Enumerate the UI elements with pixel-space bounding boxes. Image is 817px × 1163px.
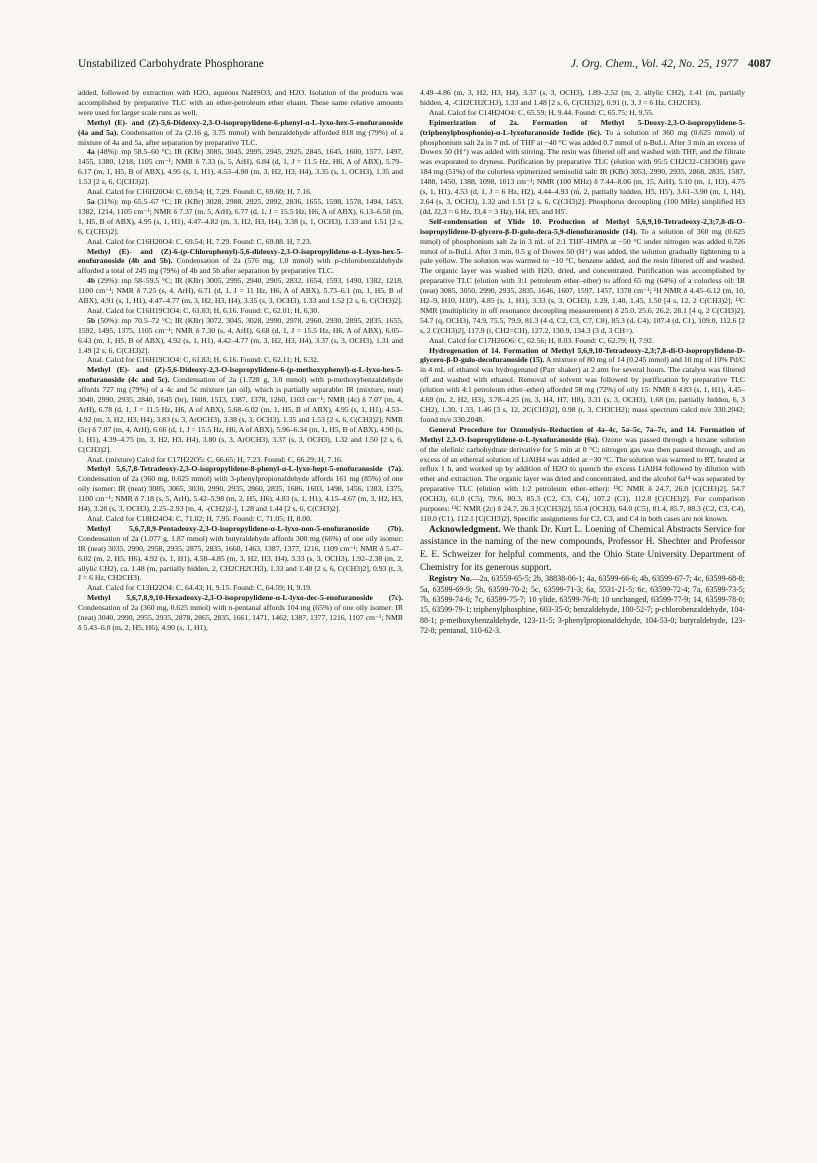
left-column-paragraph	[78, 583, 403, 593]
right-column-paragraph	[420, 88, 745, 108]
left-column-paragraph-text: Anal. Calcd for C18H24O4: C, 71.02; H, 7.95. Found: C, 71.05; H, 8.00.	[87, 513, 312, 523]
left-column-paragraph	[78, 276, 403, 306]
left-column-paragraph	[78, 187, 403, 197]
left-column-paragraph-heading: Methyl (E)- and (Z)-5,6-Dideoxy-2,3-O-isopropylidene-6-(p-methoxyphenyl)-α-L-lyxo-hex-5-enofuranoside (4c and 5c).	[78, 365, 403, 385]
left-column	[78, 88, 403, 633]
left-column-paragraph	[78, 197, 403, 237]
right-column-paragraph	[420, 217, 745, 336]
right-column-paragraph-heading: Hydrogenation of 14. Formation of Methyl 5,6,9,10-Tetradeoxy-2,3;7,8-di-O-isopropylidene-D-glycero-β-D-gulo-decofuranoside (15).	[420, 345, 745, 365]
right-column-paragraph-text: Anal. Calcd for C17H26O6: C, 62.56; H, 8.03. Found: C, 62.79; H, 7.92.	[429, 335, 654, 345]
left-column-paragraph-text: (31%): mp 65.5–67 °C; IR (KBr) 3028, 2988, 2925, 2892, 2836, 1655, 1598, 1578, 1494, 1453, 1382, 1214, 1105 cm⁻¹; NMR δ 7.37 (m, 5, ArH), 6.77 (d, 1, J = 15.5 Hz, H6, A of ABX), 6.13–6.50 (m, 1, H5, B of ABX), 4.95 (s, 1, H1), 4.47–4.82 (m, 3, H2, H3, H4), 3.38 (s, 1, OCH3), 1.33 and 1.51 [2 s, 6, C(CH3)2].	[78, 196, 403, 236]
acknowledgment-paragraph	[420, 524, 745, 574]
registry-heading: Registry No.	[429, 574, 472, 584]
left-column-paragraph-heading: 5a	[87, 196, 95, 206]
left-column-paragraph	[78, 514, 403, 524]
left-column-paragraph-text: Condensation of 2a (360 mg, 0.625 mmol) with 3-phenylpropionaldehyde affords 161 mg (85%) of one oily isomer: IR (neat) 3085, 3065, 3030, 2990, 2935, 2860, 2835, 1686, 1603, 1498, 1456, 1383, 1375, 1100 cm⁻¹; NMR δ 7.18 (s, 5, ArH), 5.42–5.98 (m, 2, H5, H6), 4.83 (s, 1, H1), 4.15–4.67 (m, 3, H2, H3, H4), 3.28 (s, 3, OCH3), 2.25–2.93 [m, 4, -(CH2)2-], 1.28 and 1.44 [2 s, 6, C(CH3)2].	[78, 474, 403, 514]
left-column-paragraph-text: Anal. Calcd for C16H19ClO4: C, 61.83; H, 6.16. Found: C, 62.11; H, 6.32.	[87, 355, 319, 365]
right-column-paragraph-heading: Epimerization of 2a. Formation of Methyl 5-Deoxy-2,3-O-isopropylidene-5-(triphenylphosphonio)-α-L-lyxofuranoside Iodide (6c).	[420, 117, 745, 137]
left-column-paragraph	[78, 118, 403, 148]
left-column-paragraph-heading: Methyl 5,6,7,8,9,10-Hexadeoxy-2,3-O-isopropylidene-α-L-lyxo-dec-5-enofuranoside (7c).	[87, 593, 403, 603]
left-column-paragraph-text: (50%): mp 70.5–72 °C; IR (KBr) 3072, 3045, 3028, 2990, 2978, 2960, 2930, 2895, 2835, 1655, 1592, 1495, 1375, 1105 cm⁻¹; NMR δ 7.30 (s, 4, ArH), 6.68 (d, 1, J = 15.5 Hz, H6, A of ABX), 6.05–6.43 (m, 1, H5, B of ABX), 4.92 (s, 1, H1), 4.42–4.77 (m, 3, H2, H3, H4), 3.37 (s, 3, OCH3), 1.31 and 1.49 [2 s, 6, C(CH3)2].	[78, 315, 403, 355]
left-column-paragraph	[78, 365, 403, 454]
registry-text: —2a, 63559-65-5; 2b, 38838-06-1; 4a, 63599-66-6; 4b, 63599-67-7; 4c, 63599-68-8; 5a, 63599-69-9; 5b, 63599-70-2; 5c, 63599-71-3; 6a, 5531-21-5; 6c, 63599-72-4; 7a, 63599-73-5; 7b, 63599-74-6; 7c, 63599-75-7; 10 ylide, 63599-76-8; 10 unchanged, 63599-77-9; 14, 63599-78-0; 15, 63599-79-1; triphenylphosphine, 603-35-0; benzaldehyde, 100-52-7; p-chlorobenzaldehyde, 104-88-1; p-methoxybenzaldehyde, 123-11-5; 3-phenylpropionaldehyde, 104-53-0; butyraldehyde, 123-72-8; pentanal, 110-62-3.	[420, 574, 745, 636]
left-column-paragraph	[78, 593, 403, 633]
right-column-paragraph-text: To a solution of 360 mg (0.625 mmol) of phosphonium salt 2a in 7 mL of THF at −40 °C was added 0.7 mmol of n-BuLi. After 3 min an excess of Dowex 50 (H⁺) was added with stirring. The resin was filtered off and washed with THF, and the filtrate was evaporated to dryness. Purification by preparative TLC (elution with 95:5 CH2Cl2–CH3OH) gave 184 mg (51%) of the colorless epimerized semisolid salt: IR (KBr) 3053, 2990, 2935, 2868, 2835, 1587, 1488, 1450, 1388, 1098, 1013 cm⁻¹; NMR (100 MHz) δ 7.44–8.06 (m, 15, ArH), 5.10 (m, 1, H3), 4.75 (s, 1, H1), 4.53 (d, 1, J = 6 Hz, H2), 4.44–4.93 (m, 2, partially hidden, H5, H5'), 3.61–3.90 (m, 1, H4), 2.64 (s, 3, OCH3), 1.32 and 1.51 [2 s, 6, C(CH3)2]. Phosphorus decoupling (100 MHz) simplified H3 (dd, J2,3 = 6 Hz, J3,4 = 3 Hz), H4, H5, and H5'.	[420, 127, 745, 216]
left-column-paragraph	[78, 237, 403, 247]
left-column-paragraph-text: Anal. Calcd for C16H19ClO4: C, 61.83; H, 6.16. Found: C, 62.01; H, 6.30.	[87, 305, 320, 315]
right-column-paragraph-text: Anal. Calcd for C14H24O4: C, 65.59; H, 9.44. Found: C, 65.75; H, 9.55.	[429, 107, 654, 117]
left-column-paragraph-heading: 5b	[87, 315, 96, 325]
left-column-paragraph-heading: Methyl 5,6,7,8-Tetradeoxy-2,3-O-isopropylidene-8-phenyl-α-L-lyxo-hept-5-enofuranoside (7a).	[87, 464, 403, 474]
left-column-paragraph	[78, 147, 403, 187]
left-column-paragraph	[78, 247, 403, 277]
right-column-paragraph	[420, 118, 745, 217]
left-column-paragraph-text: Condensation of 2a (576 mg, 1.0 mmol) with p-chlorobenzaldehyde afforded a total of 245 mg (79%) of 4b and 5b after separation by preparative TLC.	[78, 256, 403, 276]
journal-citation	[571, 58, 771, 70]
right-column-paragraph	[420, 425, 745, 524]
right-column-paragraph-text: A mixture of 80 mg of 14 (0.245 mmol) and 10 mg of 10% Pd/C in 4 mL of ethanol was hydrogenated (Parr shaker) at 2 atm for several hours. The catalyst was filtered off and washed with ethanol. Removal of solvent was followed by purification by preparative TLC (elution with 4:1 petroleum ether–ether) afforded 58 mg (72%) of oily 15: NMR δ 4.83 (s, 1, H1), 4.45–4.69 (m, 2, H2, H3), 3.78–4.25 (m, 3, H4, H7, H8), 3.31 (s, 3, OCH3), 1.68 (m, partially hidden, 6, 3 CH2), 1.30, 1.33, 1.46 [3 s, 12, 2C(CH3)2], 0.98 (t, 3, CH3CH2); mass spectrum calcd m/e 330.2042; found m/e 330.2048.	[420, 355, 746, 424]
left-column-paragraph	[78, 464, 403, 514]
journal-citation-text: J. Org. Chem., Vol. 42, No. 25, 1977	[570, 58, 738, 70]
left-column-paragraph	[78, 88, 403, 118]
right-column-paragraph	[420, 336, 745, 346]
left-column-paragraph-text: (48%): mp 58.5–60 °C; IR (KBr) 3085, 3045, 2995, 2945, 2925, 2845, 1645, 1600, 1577, 1497, 1455, 1380, 1218, 1105 cm⁻¹; NMR δ 7.33 (s, 5, ArH), 6.84 (d, 1, J = 11.5 Hz, H6, A of ABX), 5.79–6.17 (m, 1, H5, B of ABX), 4.95 (s, 1, H1), 4.53–4.90 (m, 3, H2, H3, H4), 3.35 (s, 1, OCH3), 1.35 and 1.53 [2 s, 6, C(CH3)2].	[78, 147, 403, 187]
running-header	[78, 58, 771, 76]
page-number: 4087	[748, 58, 771, 70]
left-column-paragraph-text: Anal. (mixture) Calcd for C17H22O5: C, 66.65; H, 7.23. Found: C, 66.29; H, 7.16.	[87, 454, 343, 464]
left-column-paragraph-text: Condensation of 2a (1.077 g, 1.87 mmol) with butyraldehyde affords 300 mg (66%) of one oily isomer: IR (neat) 3035, 2990, 2958, 2935, 2875, 2835, 1660, 1463, 1387, 1377, 1216, 1109 cm⁻¹; NMR δ 5.47–6.02 (m, 2, H5, H6), 4.92 (s, 1, H1), 4.58–4.85 (m, 3, H2, H3, H4), 3.33 (s, 3, OCH3), 1.92–2.38 (m, 2, allylic CH2), ca. 1.48 (m, partially hidden, 2, CH2CH2CH3), 1.33 and 1.48 [2 s, 6, C(CH3)2], 0.93 (t, 3, J = 6 Hz, CH2CH3).	[78, 533, 403, 583]
left-column-paragraph-text: Anal. Calcd for C13H22O4: C, 64.43; H, 9.15. Found: C, 64.59; H, 9.19.	[87, 583, 312, 593]
acknowledgment-text: We thank Dr. Kurt L. Loening of Chemical Abstracts Service for assistance in the naming of the new compounds, Professor H. Shechter and Professor E. E. Schweizer for helpful comments, and the Ohio State University Department of Chemistry for its generous support.	[420, 524, 745, 573]
right-column-paragraph-heading: Self-condensation of Ylide 10. Production of Methyl 5,6,9,10-Tetradeoxy-2,3;7,8-di-O-isopropylidene-D-glycero-β-D-gulo-deca-5,9-dienofuranoside (14).	[420, 216, 745, 236]
left-column-paragraph-text: added, followed by extraction with H2O, aqueous NaHSO3, and H2O. Isolation of the products was accomplished by preparative TLC with an ether-petroleum ether eluant. These same relative amounts were used for larger scale runs as well.	[78, 88, 403, 117]
acknowledgment-heading: Acknowledgment.	[429, 524, 501, 535]
right-column-paragraph-text: Ozone was passed through a hexane solution of the olefinic carbohydrate derivative for 5 min at 0 °C; nitrogen gas was then passed through, and an excess of an ethereal solution of LiAlH4 was added at −30 °C. The solution was warmed to RT, heated at reflux 1 h, and worked up by addition of H2O to quench the excess LiAlH4 followed by dilution with ether and extraction. The organic layer was dried and concentrated, and the alcohol 6a¹⁴ was separated by preparative TLC (elution with 1:2 petroleum ether–ether): ¹³C NMR δ 24.7, 26.0 [C(CH3)2], 54.7 (OCH3), 61.0 (C5), 79.6, 80.3, 85.3 (C2, C3, C4), 107.2 (C1), 112.8 [C(CH3)2]. For comparison purposes: ¹³C NMR (2c) δ 24.7, 26.3 [C(CH3)2], 55.4 (OCH3), 64.0 (C5), 81.4, 85.7, 88.3 (C2, C3, C4), 110.0 (C1), 112.1 [C(CH3)2]. Specific assignments for C2, C3, and C4 in both cases are not known.	[420, 434, 745, 523]
right-column	[420, 88, 745, 637]
right-column-paragraph	[420, 108, 745, 118]
left-column-paragraph-heading: Methyl (E)- and (Z)-6-(p-Chlorophenyl)-5,6-dideoxy-2,3-O-isopropylidene-α-L-lyxo-hex-5-enofuranoside (4b and 5b).	[78, 246, 403, 266]
left-column-paragraph-text: Anal. Calcd for C16H20O4: C, 69.54; H, 7.29. Found: C, 69.60; H, 7.16.	[87, 187, 312, 197]
left-column-paragraph-text: Condensation of 2a (1.728 g, 3.0 mmol) with p-methoxybenzaldehyde affords 727 mg (79%) of a 4c and 5c mixture (an oil), which is partially separable: IR (mixture, neat) 3040, 2990, 2935, 2840, 1645 (br), 1608, 1513, 1387, 1378, 1260, 1103 cm⁻¹; NMR (4c) δ 7.07 (m, 4, ArH), 6.78 (d, 1, J = 11.5 Hz, H6, A of ABX), 5.68–6.02 (m, 1, H5, B of ABX), 4.95 (s, 1, H1), 4.53–4.92 (m, 3, H2, H3, H4), 3.83 (s, 3, ArOCH3), 3.38 (s, 3, OCH3), 1.35 and 1.53 [2 s, 6, C(CH3)2]; NMR (5c) δ 7.07 (m, 4, ArH), 6.66 (d, 1, J = 15.5 Hz, H6, A of ABX), 5.96–6.34 (m, 1, H5, B of ABX), 4.90 (s, 1, H1), 4.39–4.75 (m, 3, H2, H3, H4), 3.80 (s, 3, ArOCH3), 3.37 (s, 3, OCH3), 1.32 and 1.50 [2 s, 6, C(CH3)2].	[78, 375, 403, 454]
left-column-paragraph-heading: Methyl 5,6,7,8,9-Pentadeoxy-2,3-O-isopropylidene-α-L-lyxo-non-5-enofuranoside (7b).	[87, 523, 403, 533]
left-column-paragraph-heading: 4a	[87, 147, 95, 157]
right-column-paragraph-text: 4.49–4.86 (m, 3, H2, H3, H4), 3.37 (s, 3, OCH3), 1.89–2.52 (m, 2, allylic CH2), 1.41 (m, partially hidden, 4, -CH2CH2CH3), 1.33 and 1.48 [2 s, 6, C(CH3)2], 0.91 (t, 3, J = 6 Hz, CH2CH3).	[420, 88, 745, 107]
left-column-paragraph	[78, 306, 403, 316]
right-column-paragraph	[420, 346, 745, 425]
left-column-paragraph	[78, 316, 403, 356]
left-column-paragraph	[78, 355, 403, 365]
left-column-paragraph	[78, 524, 403, 583]
registry-paragraph	[420, 574, 745, 636]
running-title: Unstabilized Carbohydrate Phosphorane	[78, 58, 264, 70]
right-column-paragraph-heading: General Procedure for Ozonolysis–Reduction of 4a–4c, 5a–5c, 7a–7c, and 14. Formation of Methyl 2,3-O-Isopropylidene-α-L-lyxofuranoside (6a).	[420, 424, 745, 444]
right-column-paragraph-text: To a solution of 360 mg (0.625 mmol) of phosphonium salt 2a in 3 mL of 2:1 THF–HMPA at −50 °C under nitrogen was added 0.726 mmol of n-BuLi. After 3 min, 0.5 g of Dowex 50 (H⁺) was added, the solution gradually lightening to a pale yellow. The solution was warmed to −10 °C, benzene added, and the resin filtered off and washed. The organic layer was washed with H2O, dried, and concentrated. Purification was accomplished by preparative TLC (elution with 3:1 petroleum ether–ether) to afford 65 mg (64%) of a colorless oil: IR (neat) 3085, 3050, 2990, 2935, 2835, 1646, 1607, 1597, 1457, 1378 cm⁻¹; ¹H NMR δ 4.45–6.12 (m, 10, H2–9, H10, H10'), 4.85 (s, 1, H1), 3.33 (s, 3, OCH3), 1.29, 1.40, 1.45, 1.50 [4 s, 12, 2 C(CH3)2]; ¹³C NMR (multiplicity in off resonance decoupling measurement) δ 25.0, 25.6, 26.2, 28.1 [4 q, 2 C(CH3)2], 54.7 (q, OCH3), 74.9, 75.5, 79.9, 81.3 (4 d, C2, C3, C7, C8), 85.3 (d, C4), 107.4 (d, C1), 109.0, 112.6 [2 s, 2 C(CH3)2], 117.9 (t, CH2=CH), 127.2, 130.9, 134.3 (3 d, 3 CH=).	[420, 226, 745, 335]
left-column-paragraph-heading: Methyl (E)- and (Z)-5,6-Dideoxy-2,3-O-isopropylidene-6-phenyl-α-L-lyxo-hex-5-enofuranoside (4a and 5a).	[78, 117, 403, 137]
left-column-paragraph	[78, 455, 403, 465]
left-column-paragraph-text: Condensation of 2a (360 mg, 0.625 mmol) with n-pentanal affords 104 mg (65%) of one oily isomer: IR (neat) 3040, 2990, 2955, 2935, 2878, 2865, 2835, 1661, 1471, 1462, 1387, 1377, 1216, 1107 cm⁻¹; NMR δ 5.43–6.0 (m, 2, H5, H6), 4.90 (s, 1, H1),	[78, 603, 403, 632]
left-column-paragraph-text: Condensation of 2a (2.16 g, 3.75 mmol) with benzaldehyde afforded 818 mg (79%) of a mixture of 4a and 5a, after separation by preparative TLC.	[78, 127, 404, 147]
right-column-paragraphs	[420, 88, 745, 524]
left-column-paragraph-text: Anal. Calcd for C16H20O4: C, 69.54; H, 7.29. Found: C, 69.88. H, 7.23.	[87, 236, 312, 246]
left-column-paragraph-heading: 4b	[87, 276, 96, 286]
left-column-paragraph-text: (29%): mp 58–59.5 °C; IR (KBr) 3005, 2995, 2940, 2905, 2832, 1654, 1593, 1490, 1382, 1218, 1100 cm⁻¹; NMR δ 7.25 (s, 4, ArH), 6.71 (d, 1, J = 11 Hz, H6, A of ABX), 5.73–6.1 (m, 1, H5, B of ABX), 4.91 (s, 1, H1), 4.47–4.77 (m, 3, H2, H3, H4), 3.35 (s, 3, OCH3), 1.33 and 1.52 [2 s, 6, C(CH3)2].	[78, 276, 403, 306]
